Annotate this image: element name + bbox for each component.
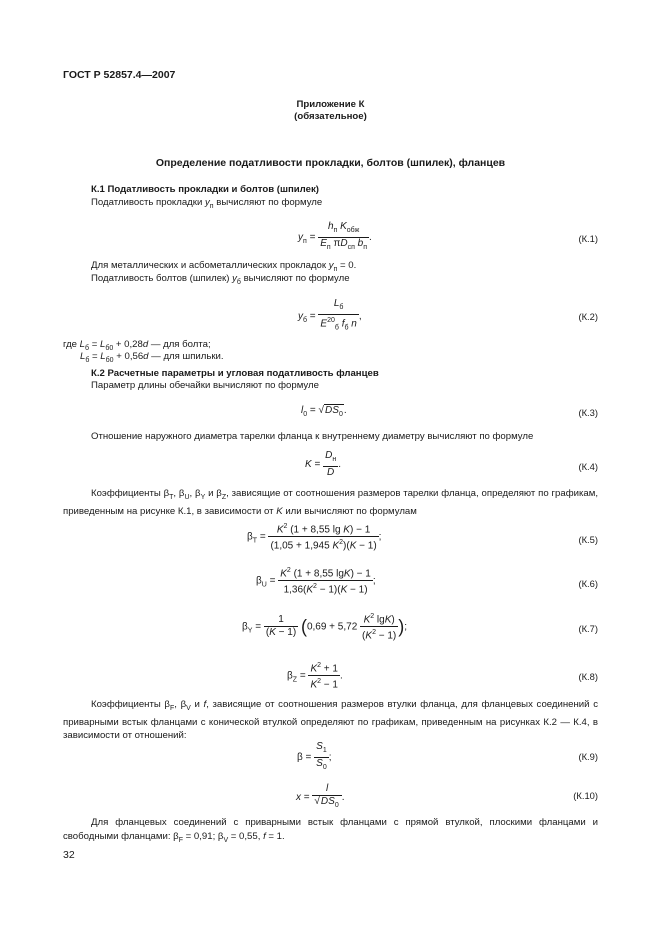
appendix-status: (обязательное) [294, 111, 367, 122]
eq-number-k4: (К.4) [578, 461, 598, 472]
eq-number-k6: (К.6) [578, 578, 598, 589]
document-id: ГОСТ Р 52857.4—2007 [63, 69, 176, 81]
formula-k9: β = $\frac{S_1}{S_0}$ ; [297, 741, 332, 771]
eq-number-k1: (К.1) [578, 233, 598, 244]
where-bolt: где $L_б = L_{б0} + 0,28d$ — для болта; [63, 339, 211, 352]
formula-k4: K = $\frac{D_н}{D}$ . [305, 450, 341, 478]
main-title: Определение податливости прокладки, болтов (шпилек), фланцев [155, 157, 506, 169]
eq-number-k10: (К.10) [573, 790, 598, 801]
eq-number-k2: (К.2) [578, 311, 598, 322]
page-number: 32 [63, 849, 75, 861]
eq-number-k8: (К.8) [578, 671, 598, 682]
section-k1-p1: Податливость прокладки $y_п$ вычисляют по формуле [91, 197, 323, 210]
section-k2-p5: Для фланцевых соединений с приварными встык фланцами с прямой втулкой, плоскими фланцами и свободными фланцами: $\beta_F = 0,91$; $\beta_V = 0,55$, f = 1. [63, 817, 598, 844]
formula-k6: $\beta_U$ = $\frac{K^2 (1 + 8,55 \lg K) - 1}{1,36(K^2 - 1)(K - 1)}$ ; [256, 567, 376, 596]
formula-k10: x = $\frac{l}{√DS_0}$ . [296, 783, 345, 809]
formula-k3: $l_0 = √DS_0$. [301, 405, 347, 418]
formula-k8: $\beta_Z$ = $\frac{K^2 + 1}{K^2 - 1}$ . [287, 662, 343, 691]
section-k2-p2: Отношение наружного диаметра тарелки фланца к внутреннему диаметру вычисляют по формуле [91, 431, 534, 442]
eq-number-k3: (К.3) [578, 407, 598, 418]
eq-number-k7: (К.7) [578, 623, 598, 634]
section-k1-p3: Податливость болтов (шпилек) $y_б$ вычисляют по формуле [91, 273, 350, 286]
where-stud: $L_б = L_{б0} + 0,56d$ — для шпильки. [80, 351, 224, 364]
section-k2-heading: К.2 Расчетные параметры и угловая податливость фланцев [91, 368, 379, 379]
appendix-title: Приложение К [296, 99, 365, 110]
section-k2-p1: Параметр длины обечайки вычисляют по формуле [91, 380, 319, 391]
section-k1-p2: Для металлических и асбометаллических прокладок $y_п = 0$. [91, 260, 357, 273]
formula-k5: $\beta_T$ = $\frac{K^2 (1 + 8,55 \lg K) - 1}{(1,05 + 1,945 K^2)(K - 1)}$ ; [247, 523, 382, 552]
formula-k7: $\beta_Y$ = $\frac{1}{(K - 1)}$ (0,69 + 5,72 $\frac{K^2 \lg K)}{(K^2 - 1)}$ ); [242, 613, 408, 642]
section-k1-heading: К.1 Податливость прокладки и болтов (шпилек) [91, 184, 319, 195]
section-k2-p4: Коэффициенты $\beta_F$, $\beta_V$ и f, зависящие от соотношения размеров втулки фланца, для фланцевых соединений с приварными встык фланцами с конической втулкой определяют по графикам, приведенным на рисунках К.2 — К.4, в зависимости от отношений: [63, 699, 599, 742]
section-k2-p3: Коэффициенты $\beta_T$, $\beta_U$, $\beta_Y$ и $\beta_Z$, зависящие от соотношения размеров тарелки фланца, определяют по графикам, приведенным на рисунке К.1, в зависимости от K или вычисляют по формулам [63, 488, 598, 517]
formula-k2: $y_б$ = $\frac{L_б}{E^{20}_б f_б n}$ , [298, 298, 362, 332]
eq-number-k5: (К.5) [578, 534, 598, 545]
formula-k1: $y_п$ = $\frac{h_п K_{обж}}{E_п \pi D_{сп} b_п}$ . [298, 221, 372, 251]
eq-number-k9: (К.9) [578, 751, 598, 762]
